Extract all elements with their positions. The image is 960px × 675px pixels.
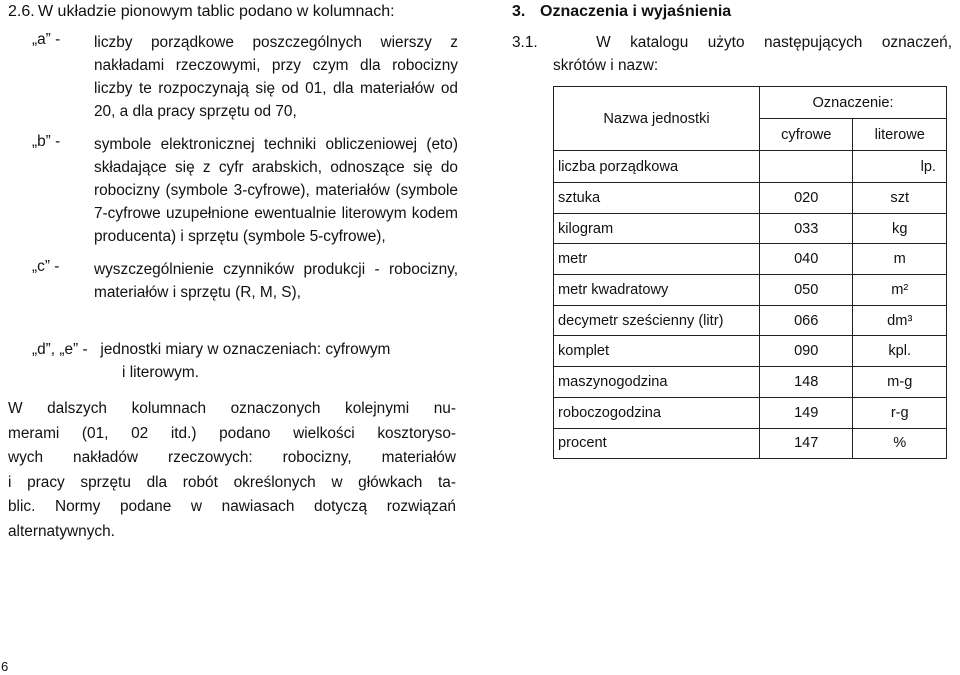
definition-text: jednostki miary w oznaczeniach: cyfrowym (100, 341, 391, 358)
body-paragraph (8, 397, 456, 544)
header-designation: Oznaczenie: (760, 87, 947, 119)
paragraph-line: i pracy sprzętu dla robót określonych w główkach ta- (8, 473, 456, 491)
unit-name-cell: procent (554, 428, 760, 459)
definition-tag: „b” - (32, 133, 61, 150)
literal-code-cell: kg (853, 213, 947, 244)
digital-code-cell: 066 (760, 305, 853, 336)
unit-name-cell: sztuka (554, 183, 760, 214)
definition-item-de (32, 338, 390, 361)
digital-code-cell: 149 (760, 397, 853, 428)
section-number: 3. (512, 3, 526, 20)
paragraph-line: W dalszych kolumnach oznaczonych kolejnymi nu- (8, 400, 456, 417)
definition-tag: „a” - (32, 31, 61, 48)
section-3-heading (512, 1, 731, 23)
digital-code-cell: 050 (760, 275, 853, 306)
subsection-number: 3.1. (512, 34, 538, 51)
digital-code-cell: 040 (760, 244, 853, 275)
literal-code-cell: kpl. (853, 336, 947, 367)
unit-name-cell: metr (554, 244, 760, 275)
table-row (554, 367, 947, 398)
table-row (554, 213, 947, 244)
subsection-first-line (512, 31, 952, 54)
section-title: W układzie pionowym tablic podano w kolumnach: (38, 3, 395, 20)
definition-text: symbole elektronicznej techniki obliczeniowej (eto) składające się z cyfr arabskich, odnoszące się do robocizny (symbole 3-cyfrowe), materiałów (symbole 7-cyfrowe uzupełnione ewentualnie literowym kodem producenta) i sprzętu (symbole 5-cyfrowe), (94, 136, 458, 245)
literal-code-cell: % (853, 428, 947, 459)
table-row (554, 183, 947, 214)
digital-code-cell: 148 (760, 367, 853, 398)
paragraph-line: merami (01, 02 itd.) podano wielkości kosztoryso- (8, 424, 456, 442)
subsection-3-1 (512, 31, 952, 77)
units-table (553, 86, 947, 459)
header-literal: literowe (853, 119, 947, 151)
definition-item-de-continued: i literowym. (122, 364, 199, 381)
section-2-6-heading (8, 1, 456, 23)
unit-name-cell: kilogram (554, 213, 760, 244)
definition-text: liczby porządkowe poszczególnych wierszy z nakładami rzeczowymi, przy czym dla robocizny liczby te rozpoczynają się od 01, dla materiałów od 20, a dla pracy sprzętu od 70, (94, 34, 458, 120)
table-row (554, 336, 947, 367)
literal-code-cell: r-g (853, 397, 947, 428)
paragraph-line: wych nakładów rzeczowych: robocizny, materiałów (8, 449, 456, 466)
literal-code-cell: m (853, 244, 947, 275)
unit-name-cell: decymetr sześcienny (litr) (554, 305, 760, 336)
subsection-text: W katalogu użyto następujących oznaczeń, (596, 34, 952, 51)
table-row (554, 397, 947, 428)
subsection-second-line: skrótów i nazw: (553, 57, 659, 74)
digital-code-cell: 090 (760, 336, 853, 367)
column-definitions (32, 31, 458, 304)
literal-code-cell: szt (853, 183, 947, 214)
header-digital: cyfrowe (760, 119, 853, 151)
unit-name-cell: metr kwadratowy (554, 275, 760, 306)
literal-code-cell: m² (853, 275, 947, 306)
unit-name-cell: liczba porządkowa (554, 151, 760, 183)
table-row (554, 151, 947, 183)
literal-code-cell: lp. (853, 151, 947, 183)
paragraph-line: blic. Normy podane w nawiasach dotyczą rozwiązań (8, 498, 456, 515)
unit-name-cell: roboczogodzina (554, 397, 760, 428)
section-title: Oznaczenia i wyjaśnienia (540, 3, 732, 20)
definition-item-b (32, 133, 458, 248)
left-column (8, 0, 458, 540)
table-row (554, 305, 947, 336)
literal-code-cell: dm³ (853, 305, 947, 336)
page-number: 6 (1, 659, 9, 674)
header-unit-name: Nazwa jednostki (554, 87, 760, 151)
unit-name-cell: komplet (554, 336, 760, 367)
section-number: 2.6. (8, 3, 35, 20)
table-row (554, 275, 947, 306)
literal-code-cell: m-g (853, 367, 947, 398)
table-row (554, 428, 947, 459)
unit-name-cell: maszynogodzina (554, 367, 760, 398)
definition-tag: „c” - (32, 258, 60, 275)
digital-code-cell (760, 151, 853, 183)
definition-item-a (32, 31, 458, 123)
definition-tag: „d”, „e” - (32, 341, 88, 358)
paragraph-line: alternatywnych. (8, 522, 115, 540)
table-row (554, 244, 947, 275)
digital-code-cell: 033 (760, 213, 853, 244)
definition-text: wyszczególnienie czynników produkcji - robocizny, materiałów i sprzętu (R, M, S), (94, 261, 458, 301)
definition-item-c (32, 258, 458, 304)
digital-code-cell: 020 (760, 183, 853, 214)
digital-code-cell: 147 (760, 428, 853, 459)
